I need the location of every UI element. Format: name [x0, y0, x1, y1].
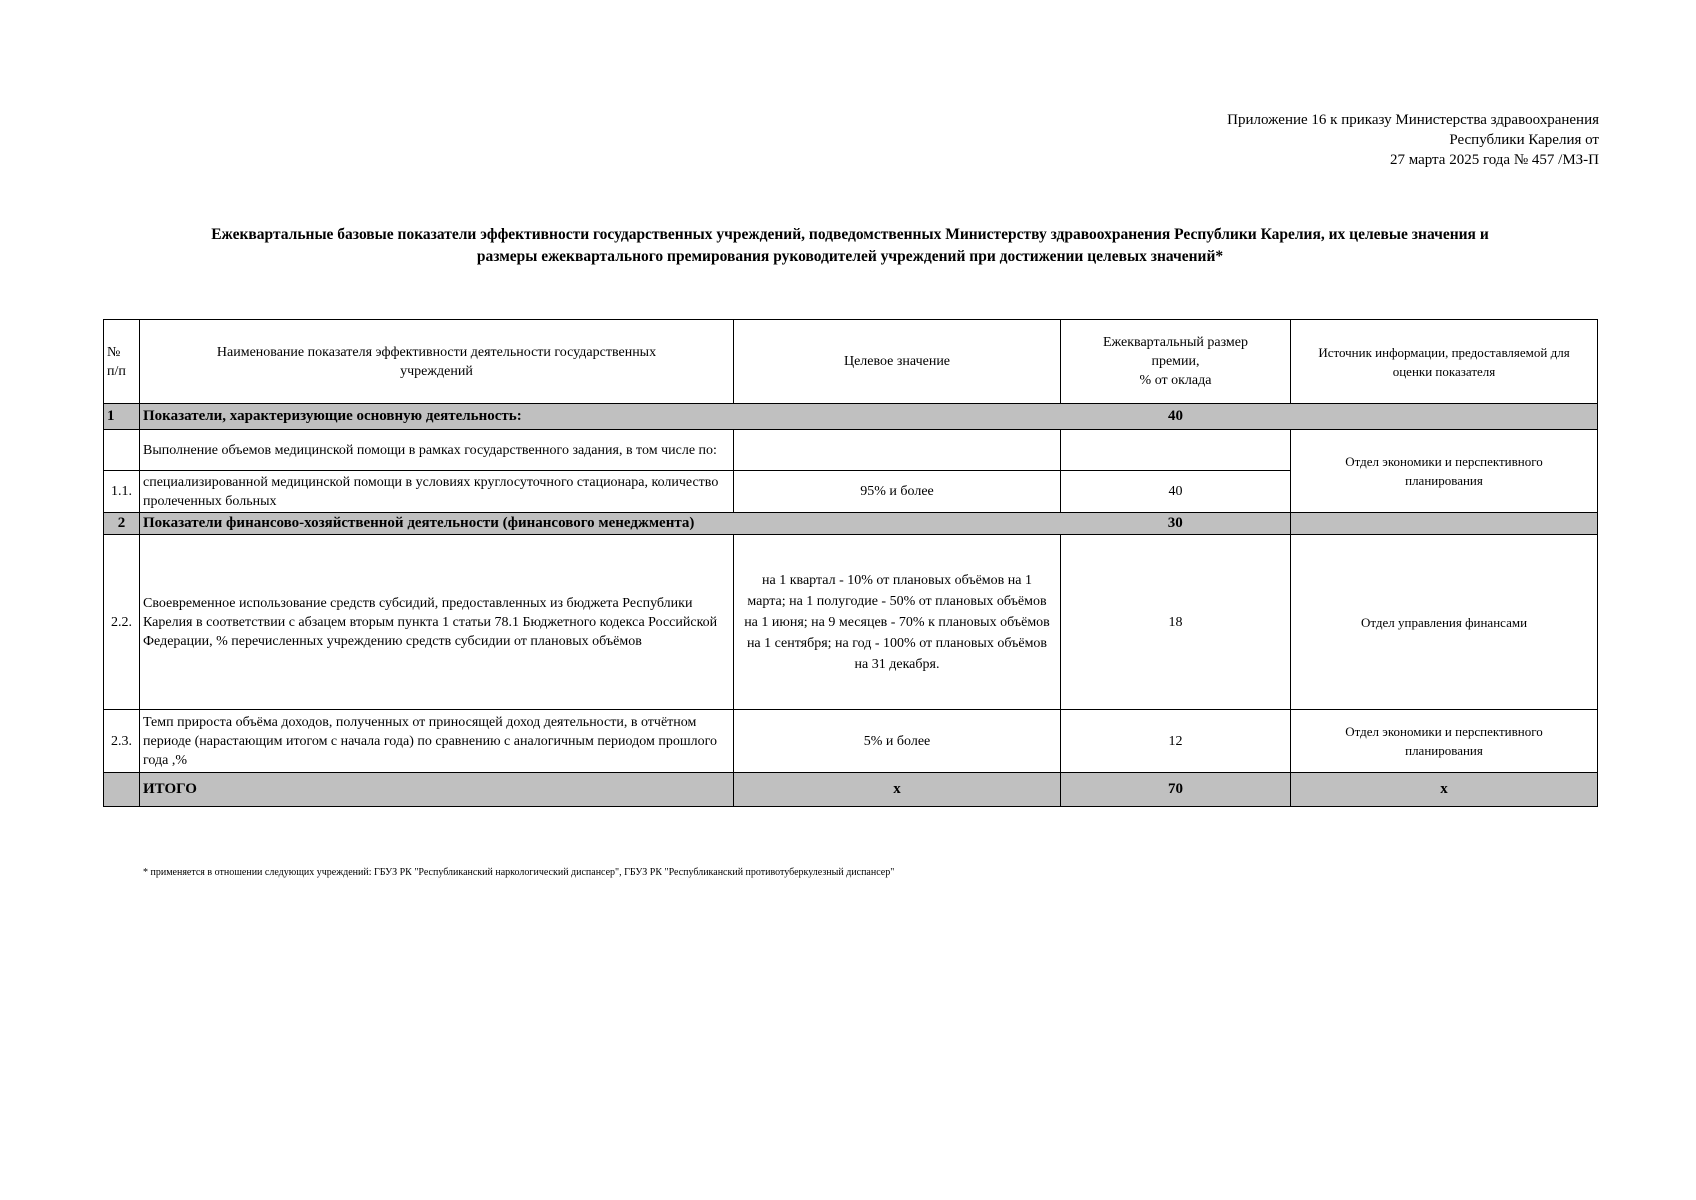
total-num-cell: [104, 773, 140, 807]
header-bonus-line-1: Ежеквартальный размер: [1102, 335, 1249, 350]
volume-name: Выполнение объемов медицинской помощи в рамках государственного задания, в том числе по:: [140, 430, 734, 471]
row-2-2-num: 2.2.: [104, 535, 140, 710]
section-1-bonus: 40: [1061, 404, 1291, 430]
row-2-2-target: на 1 квартал - 10% от плановых объёмов на 1 марта; на 1 полугодие - 50% от плановых объёмов на 1 июня; на 9 месяцев - 70% к плановых объёмов на 1 сентября; на год - 100% от плановых объёмов на 31 декабря.: [734, 535, 1061, 710]
header-num: [104, 320, 140, 404]
total-name: ИТОГО: [140, 773, 734, 807]
source-1: Отдел экономики и перспективного планирования: [1291, 430, 1598, 513]
section-row-2: [104, 513, 1598, 535]
row-1-1-target: 95% и более: [734, 471, 1061, 513]
row-1-1-num: 1.1.: [104, 471, 140, 513]
indicators-table: [103, 319, 1598, 807]
table-row-volume: [104, 430, 1598, 471]
section-2-bonus: 30: [1061, 513, 1291, 535]
appendix-line-2: Республики Карелия от: [1449, 132, 1599, 148]
row-2-3-bonus: 12: [1061, 710, 1291, 773]
row-2-3-target: 5% и более: [734, 710, 1061, 773]
row-2-3-source: Отдел экономики и перспективного планирования: [1291, 710, 1598, 773]
document-title: [110, 224, 1590, 268]
header-target: Целевое значение: [734, 320, 1061, 404]
section-1-num: 1: [104, 404, 140, 430]
appendix-line-1: Приложение 16 к приказу Министерства здравоохранения: [1227, 112, 1599, 128]
header-name: Наименование показателя эффективности деятельности государственных учреждений: [140, 320, 734, 404]
title-line-2: размеры ежеквартального премирования руководителей учреждений при достижении целевых значений*: [476, 248, 1224, 265]
section-1-name: Показатели, характеризующие основную деятельность:: [140, 404, 1061, 430]
row-2-2-source: Отдел управления финансами: [1291, 535, 1598, 710]
total-row: [104, 773, 1598, 807]
volume-num-cell: [104, 430, 140, 471]
volume-bonus-cell: [1061, 430, 1291, 471]
row-2-2-name: Своевременное использование средств субсидий, предоставленных из бюджета Республики Карелия в соответствии с абзацем вторым пункта 1 статьи 78.1 Бюджетного кодекса Российской Федерации, % перечисленных учреждению средств субсидии от плановых объёмов: [140, 535, 734, 710]
appendix-line-3: 27 марта 2025 года № 457 /МЗ-П: [1389, 152, 1599, 168]
row-1-1-name: специализированной медицинской помощи в условиях круглосуточного стационара, количество пролеченных больных: [140, 471, 734, 513]
header-num-line-2: п/п: [107, 363, 126, 379]
header-num-line-1: №: [107, 344, 121, 360]
title-line-1: Ежеквартальные базовые показатели эффективности государственных учреждений, подведомственных Министерству здравоохранения Республики Карелия, их целевые значения и: [211, 226, 1489, 243]
total-source: х: [1291, 773, 1598, 807]
header-source: Источник информации, предоставляемой для оценки показателя: [1291, 320, 1598, 404]
appendix-note: [1039, 110, 1599, 170]
footnote: * применяется в отношении следующих учреждений: ГБУЗ РК "Республиканский наркологический диспансер", ГБУЗ РК "Республиканский противотуберкулезный диспансер": [143, 867, 895, 878]
section-row-1: [104, 404, 1598, 430]
total-target: х: [734, 773, 1061, 807]
header-bonus-line-3: % от оклада: [1139, 373, 1212, 388]
section-2-num: 2: [104, 513, 140, 535]
table-row-2-2: [104, 535, 1598, 710]
table-header-row: [104, 320, 1598, 404]
header-bonus-line-2: премии,: [1151, 354, 1200, 369]
section-1-source-cell: [1291, 404, 1598, 430]
section-2-name: Показатели финансово-хозяйственной деятельности (финансового менеджмента): [140, 513, 1061, 535]
row-2-2-bonus: 18: [1061, 535, 1291, 710]
row-2-3-name: Темп прироста объёма доходов, полученных от приносящей доход деятельности, в отчётном периоде (нарастающим итогом с начала года) по сравнению с аналогичным периодом прошлого года ,%: [140, 710, 734, 773]
row-2-3-num: 2.3.: [104, 710, 140, 773]
volume-target-cell: [734, 430, 1061, 471]
total-bonus: 70: [1061, 773, 1291, 807]
section-2-source-cell: [1291, 513, 1598, 535]
header-bonus: [1061, 320, 1291, 404]
row-1-1-bonus: 40: [1061, 471, 1291, 513]
table-row-2-3: [104, 710, 1598, 773]
